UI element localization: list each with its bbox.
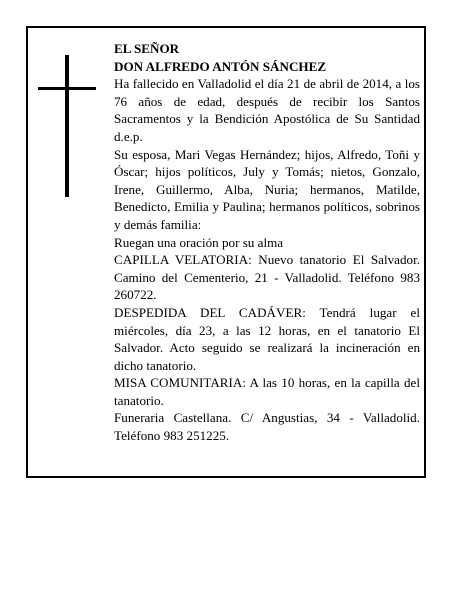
funeral-home-info: Funeraria Castellana. C/ Angustias, 34 - Valladolid. Teléfono 983 251225.	[114, 410, 420, 444]
family-list: Su esposa, Mari Vegas Hernández; hijos, Alfredo, Toñi y Óscar; hijos políticos, July y Tomás; nietos, Gonzalo, Irene, Guillermo, Alba, Nuria; hermanos, Matilde, Benedicto, Emilia y Paulina; hermanos políticos, sobrinos y demás familia:	[114, 146, 420, 232]
mass-info: MISA COMUNITARIA: A las 10 horas, en la capilla del tanatorio.	[114, 375, 420, 408]
chapel-info: CAPILLA VELATORIA: Nuevo tanatorio El Salvador. Camino del Cementerio, 21 - Valladolid. Teléfono 983 260722.	[114, 252, 420, 303]
farewell-info: DESPEDIDA DEL CADÁVER: Tendrá lugar el miércoles, día 23, a las 12 horas, en el tanatorio El Salvador. Acto seguido se realizará la incineración en dicho tanatorio.	[114, 304, 420, 373]
cross-icon-crossbar	[38, 87, 96, 90]
prayer-request: Ruegan una oración por su alma	[114, 234, 284, 250]
deceased-name: DON ALFREDO ANTÓN SÁNCHEZ	[114, 58, 327, 74]
death-announcement: Ha fallecido en Valladolid el día 21 de abril de 2014, a los 76 años de edad, después de recibir los Santos Sacramentos y la Bendición Apostólica de Su Santidad d.e.p.	[114, 76, 420, 144]
cross-icon	[65, 55, 69, 197]
notice-body	[114, 40, 420, 445]
notice-title: EL SEÑOR	[114, 41, 180, 56]
